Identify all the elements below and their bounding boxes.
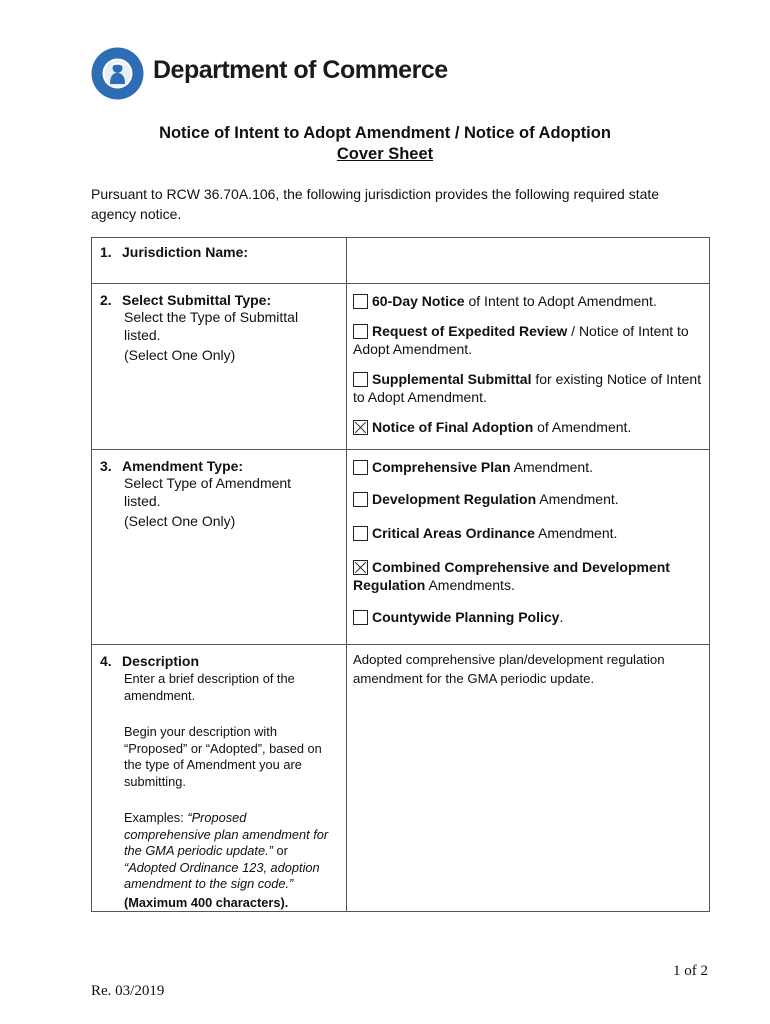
amendment-type-help: Select Type of Amendment listed.	[124, 475, 292, 509]
description-help: Enter a brief description of the amendment.	[124, 671, 295, 703]
row-description: 4. Description Enter a brief description of the amendment. Begin your description with “Proposed” or “Adopted”, based on the type of Amendment you are submitting. Examples: “Proposed comprehensive plan amendment for the GMA periodic update.” or “Adopted Ordinance 123, adoption amendment to the sign code.” (Maximum 400 characters). Adopted comprehensive plan/development regulation amendment for the GMA periodic update.	[92, 645, 710, 912]
description-examples: Examples: “Proposed comprehensive plan amendment for the GMA periodic update.” or “Adopted Ordinance 123, adoption amendment to the sign code.”	[124, 810, 329, 891]
submittal-option-expedited[interactable]: Request of Expedited Review / Notice of Intent to Adopt Amendment.	[353, 323, 689, 357]
description-max-chars: (Maximum 400 characters).	[124, 894, 289, 910]
checkbox-combined-checked[interactable]	[353, 560, 368, 575]
amendment-type-label: Amendment Type:	[122, 458, 244, 474]
checkbox-supplemental[interactable]	[353, 372, 368, 387]
amendment-option-countywide[interactable]: Countywide Planning Policy.	[353, 608, 703, 626]
amendment-option-comp-plan[interactable]: Comprehensive Plan Amendment.	[353, 458, 703, 476]
amendment-type-select-one: (Select One Only)	[124, 513, 236, 529]
submittal-option-final-adoption[interactable]: Notice of Final Adoption of Amendment.	[353, 418, 703, 436]
washington-state-seal-logo	[91, 47, 144, 100]
checkbox-expedited-review[interactable]	[353, 324, 368, 339]
amendment-option-dev-reg[interactable]: Development Regulation Amendment.	[353, 490, 703, 508]
row-submittal-type: 2. Select Submittal Type: Select the Type of Submittal listed. (Select One Only) 60-Day Notice of Intent to Adopt Amendment. Request of Expedited Review / Notice of Intent to Adopt Amendment. Supplemental Submittal for existing Notice of Intent to Adopt Amendment. Notice of Final Adoption of Amendment.	[92, 284, 710, 450]
checkbox-final-adoption-checked[interactable]	[353, 420, 368, 435]
submittal-option-60-day[interactable]: 60-Day Notice of Intent to Adopt Amendment.	[353, 292, 703, 310]
jurisdiction-label: Jurisdiction Name:	[122, 244, 249, 260]
submittal-type-select-one: (Select One Only)	[124, 347, 236, 363]
submittal-type-help: Select the Type of Submittal listed.	[124, 309, 299, 343]
revision-date: Re. 03/2019	[91, 983, 165, 999]
description-guidance: Begin your description with “Proposed” or “Adopted”, based on the type of Amendment you are submitting.	[124, 724, 322, 789]
submittal-type-label: Select Submittal Type:	[122, 292, 272, 308]
checkbox-development-regulation[interactable]	[353, 492, 368, 507]
description-field[interactable]: Adopted comprehensive plan/development regulation amendment for the GMA periodic update.	[353, 652, 665, 686]
checkbox-comprehensive-plan[interactable]	[353, 460, 368, 475]
amendment-option-combined[interactable]: Combined Comprehensive and Development Regulation Amendments.	[353, 559, 670, 593]
checkbox-countywide-planning[interactable]	[353, 610, 368, 625]
intro-paragraph: Pursuant to RCW 36.70A.106, the following jurisdiction provides the following required state agency notice.	[91, 186, 660, 222]
row-jurisdiction	[92, 238, 710, 284]
form-subtitle: Cover Sheet	[336, 145, 434, 163]
amendment-option-critical-areas[interactable]: Critical Areas Ordinance Amendment.	[353, 524, 703, 542]
form-title: Notice of Intent to Adopt Amendment / Notice of Adoption	[159, 124, 611, 142]
checkbox-60-day[interactable]	[353, 294, 368, 309]
page-number: 1 of 2	[673, 963, 708, 979]
row-amendment-type: 3. Amendment Type: Select Type of Amendment listed. (Select One Only) Comprehensive Plan Amendment. Development Regulation Amendment. Critical Areas Ordinance Amendment. Combined Comprehensive and Development Regulation Amendments. Countywide Planning Policy.	[92, 450, 710, 645]
submittal-option-supplemental[interactable]: Supplemental Submittal for existing Notice of Intent to Adopt Amendment.	[353, 371, 702, 405]
jurisdiction-name-field[interactable]	[347, 238, 710, 284]
jurisdiction-label-cell: 1. Jurisdiction Name:	[92, 238, 347, 284]
description-label: Description	[122, 653, 200, 669]
department-name: Department of Commerce	[153, 56, 448, 84]
checkbox-critical-areas[interactable]	[353, 526, 368, 541]
cover-sheet-table	[91, 237, 710, 912]
